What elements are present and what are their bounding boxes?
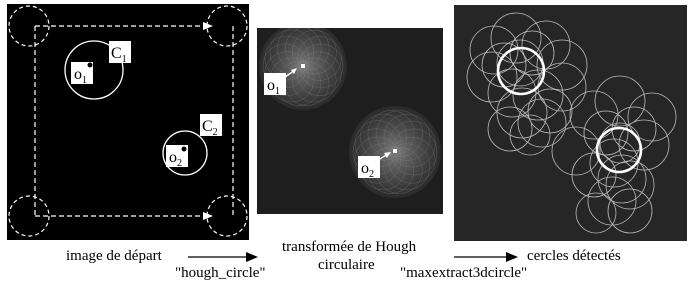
- detected-circles-panel: [454, 5, 687, 241]
- label-peak2: $o_2$: [361, 160, 374, 180]
- accumulator-peak-2: [393, 149, 397, 153]
- caption-hough-circle: "hough_circle": [175, 265, 266, 281]
- caption-hough-transform-line2: circulaire: [318, 257, 375, 273]
- candidate-circles-group-2: [552, 76, 676, 233]
- start-image-canvas: [7, 4, 249, 240]
- center-dot-o1: [88, 63, 93, 68]
- process-arrow-1: [186, 250, 261, 264]
- candidate-circles-group-1: [467, 13, 587, 155]
- arrow-head-top: [203, 22, 213, 30]
- hough-transform-panel: [257, 28, 443, 214]
- label-peak1: $o_1$: [267, 77, 280, 97]
- label-o2: $o_2$: [169, 149, 182, 169]
- label-o1: $o_1$: [74, 66, 87, 86]
- label-c2: $C_2$: [202, 118, 218, 138]
- caption-hough-transform-line1: transformée de Hough: [282, 239, 417, 255]
- arrow-head-bottom: [203, 212, 213, 220]
- start-image-panel: [7, 4, 249, 240]
- label-c1: $C_1$: [111, 45, 127, 65]
- process-arrow-2: [452, 250, 522, 264]
- caption-detected-circles: cercles détectés: [527, 248, 621, 264]
- accumulator-peak-1: [301, 64, 305, 68]
- hough-accumulator-canvas: [257, 28, 443, 214]
- accumulator-blob-1: [259, 28, 347, 110]
- center-dot-o2: [182, 147, 187, 152]
- detected-circles-canvas: [454, 5, 687, 241]
- caption-maxextract: "maxextract3dcircle": [400, 265, 528, 281]
- caption-start-image: image de départ: [66, 248, 162, 264]
